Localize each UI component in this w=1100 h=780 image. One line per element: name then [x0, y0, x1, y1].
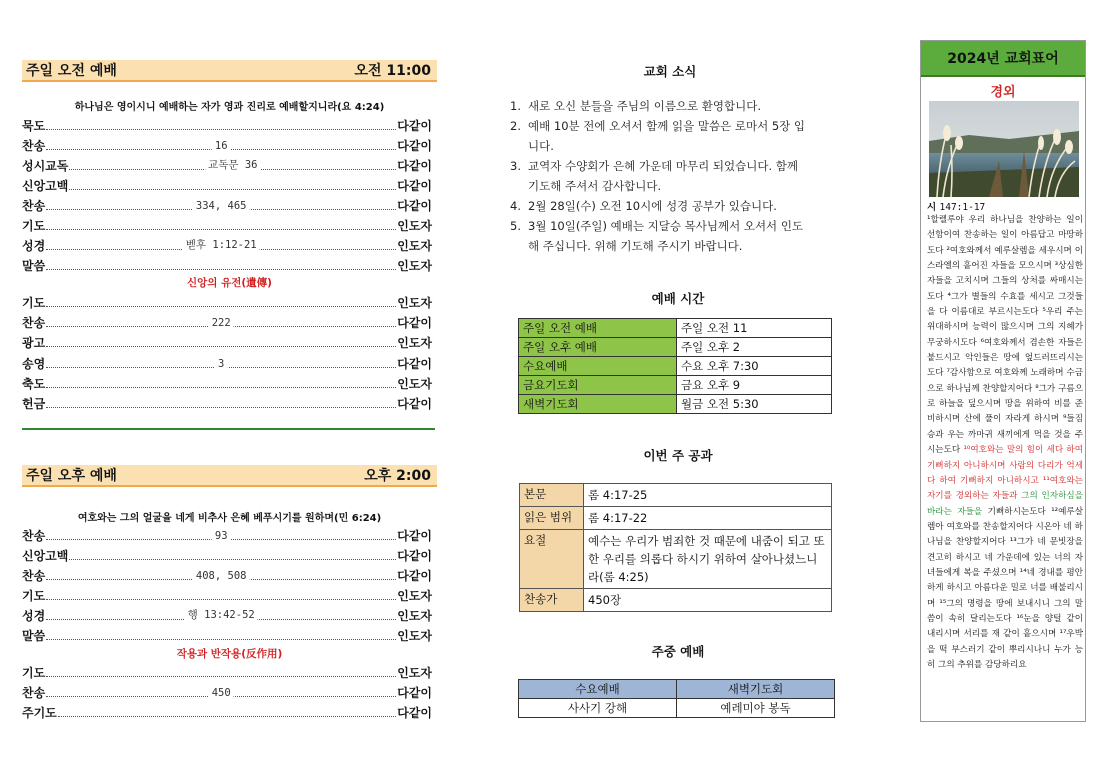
- order-item-label: 기도: [22, 666, 46, 680]
- lesson-title: 이번 주 공과: [643, 448, 713, 463]
- order-item-label: 신앙고백: [22, 179, 69, 193]
- schedule-row: [519, 338, 832, 357]
- schedule-table: [518, 318, 832, 414]
- order-item-label: 기도: [22, 296, 46, 310]
- order-item-label: 주기도: [22, 706, 57, 720]
- order-item-leader: 인도자: [397, 239, 432, 253]
- news-item-number: 5.: [510, 219, 521, 233]
- order-row: [22, 214, 432, 234]
- order-item-label: 찬송: [22, 686, 46, 700]
- order-item-leader: 다같이: [397, 179, 432, 193]
- order-item-detail: 222: [209, 317, 234, 329]
- dot-leader: [46, 216, 396, 230]
- midweek-value-wednesday: 사사기 강해: [519, 699, 677, 718]
- news-item-number: 2.: [510, 119, 521, 133]
- lesson-field-value: 예수는 우리가 범죄한 것 때문에 내줌이 되고 또한 우리를 의롭다 하시기 위하여 살아나셨느니라(롬 4:25): [584, 530, 832, 589]
- psalm-reference: [927, 199, 985, 213]
- order-row: [22, 114, 432, 134]
- order-row: [22, 331, 432, 351]
- order-row: [22, 584, 432, 604]
- order-row: [22, 564, 432, 584]
- order-item-leader: 인도자: [397, 296, 432, 310]
- order-item-leader: 다같이: [397, 529, 432, 543]
- midweek-table: [518, 679, 835, 718]
- order-item-label: 묵도: [22, 119, 46, 133]
- order-row: [22, 392, 432, 412]
- order-item-label: 신앙고백: [22, 549, 69, 563]
- order-item-detail: 93: [212, 530, 231, 542]
- order-item-leader: 다같이: [397, 356, 432, 371]
- dot-leader: [46, 663, 396, 677]
- order-row: [22, 311, 432, 331]
- order-row: [22, 291, 432, 311]
- order-item-label: 기도: [22, 589, 46, 603]
- order-item-leader: 인도자: [397, 336, 432, 351]
- midweek-value-dawn: 예레미야 봉독: [677, 699, 835, 718]
- dot-leader: [46, 354, 396, 368]
- afternoon-sermon-title: 작용과 반작용(反作用): [176, 648, 283, 660]
- order-item-label: 축도: [22, 376, 46, 391]
- midweek-title: 주중 예배: [651, 644, 705, 659]
- dot-leader: [46, 256, 396, 270]
- news-item: [510, 116, 810, 156]
- dot-leader: [46, 333, 396, 347]
- schedule-service-time: 수요 오후 7:30: [677, 357, 832, 376]
- news-item-number: 3.: [510, 159, 521, 173]
- order-item-leader: 다같이: [397, 549, 432, 563]
- dot-leader: [46, 626, 396, 640]
- dot-leader: [69, 156, 396, 170]
- dot-leader: [46, 683, 396, 697]
- psalm-segment: 그의 인자하심을 바라는 자들을: [927, 491, 1083, 517]
- order-item-label: 기도: [22, 219, 46, 233]
- schedule-service-time: 금요 오후 9: [677, 376, 832, 395]
- order-item-label: 찬송: [22, 529, 46, 543]
- schedule-row: [519, 319, 832, 338]
- order-item-leader: 인도자: [397, 219, 432, 233]
- order-item-leader: 인도자: [397, 376, 432, 391]
- order-item-label: 찬송: [22, 569, 46, 583]
- lesson-field-label: 읽은 범위: [520, 507, 584, 530]
- afternoon-service-header: [22, 465, 437, 487]
- news-item-text: 새로 오신 분들을 주님의 이름으로 환영합니다.: [528, 99, 762, 113]
- dot-leader: [46, 526, 396, 540]
- morning-service-time: 오전 11:00: [354, 63, 431, 79]
- lesson-table: [519, 483, 832, 612]
- dot-leader: [46, 236, 396, 250]
- dot-leader: [46, 586, 396, 600]
- order-item-label: 광고: [22, 336, 46, 351]
- schedule-service-name: 주일 오후 예배: [519, 338, 677, 357]
- order-item-leader: 다같이: [397, 397, 432, 411]
- order-item-label: 성시교독: [22, 159, 69, 173]
- morning-service-header: [22, 60, 437, 82]
- lesson-row: [520, 484, 832, 507]
- news-item-text: 예배 10분 전에 오셔서 함께 읽을 말씀은 로마서 5장 입니다.: [528, 119, 806, 153]
- order-row: [22, 134, 432, 154]
- dot-leader: [46, 606, 396, 620]
- schedule-row: [519, 357, 832, 376]
- order-row: [22, 661, 432, 681]
- dot-leader: [46, 374, 396, 388]
- news-title: 교회 소식: [643, 64, 697, 79]
- order-row: [22, 174, 432, 194]
- dot-leader: [46, 116, 396, 130]
- section-divider: [22, 428, 435, 430]
- order-item-label: 말씀: [22, 259, 46, 273]
- schedule-service-name: 주일 오전 예배: [519, 319, 677, 338]
- psalm-ref-range: 147:1-17: [939, 202, 986, 213]
- news-list: [510, 96, 810, 256]
- news-item-text: 3월 10일(주일) 예배는 지달승 목사님께서 오셔서 인도해 주십니다. 위해 기도해 주시기 바랍니다.: [528, 219, 804, 253]
- news-item: [510, 196, 810, 216]
- order-item-leader: 다같이: [397, 316, 432, 331]
- psalm-segment: ¹할렐루야 우리 하나님을 찬양하는 일이 선함이여 찬송하는 일이 아름답고 마땅하도다 ²여호와께서 예루살렘을 세우시며 이스라엘의 흩어진 자들을 모으시며 ³상심한 자들을 고치시며 그들의 상처를 싸매시는도다 ⁴그가 별들의 수효를 세시고 그것들을 다 이름대로 부르시는도다 ⁵우리 주는 위대하시며 능력이 많으시며 그의 지혜가 무궁하시도다 ⁶여호와께서 겸손한 자들은 붙드시고 악인들은 땅에 엎드러뜨리시는도다 ⁷감사함으로 여호와께 노래하며 수금으로 하나님께 찬양할지어다 ⁸그가 구름으로 하늘을 덮으시며 땅을 위하여 비를 준비하시며 산에 풀이 자라게 하시며 ⁹들짐승과 우는 까마귀 새끼에게 먹을 것을 주시는도다: [927, 215, 1083, 456]
- dot-leader: [46, 566, 396, 580]
- order-item-label: 헌금: [22, 397, 46, 411]
- dot-leader: [46, 394, 396, 408]
- psalm-ref-label: 시: [927, 202, 937, 213]
- order-row: [22, 681, 432, 701]
- motto-title: 2024년 교회표어: [921, 41, 1085, 77]
- lesson-row: [520, 589, 832, 612]
- midweek-header-dawn: 새벽기도회: [677, 680, 835, 699]
- order-item-leader: 다같이: [397, 706, 432, 720]
- schedule-row: [519, 395, 832, 414]
- schedule-title: 예배 시간: [651, 291, 705, 306]
- lesson-field-label: 본문: [520, 484, 584, 507]
- morning-service-title: 주일 오전 예배: [26, 63, 117, 79]
- lesson-field-label: 요절: [520, 530, 584, 589]
- order-item-leader: 인도자: [397, 629, 432, 643]
- schedule-service-name: 금요기도회: [519, 376, 677, 395]
- dot-leader: [46, 293, 396, 307]
- order-row: [22, 544, 432, 564]
- schedule-service-time: 주일 오전 11: [677, 319, 832, 338]
- morning-sermon-title: 신앙의 유전(遺傳): [187, 277, 272, 289]
- order-item-label: 말씀: [22, 629, 46, 643]
- psalm-segment: 기뻐하시는도다 ¹²예루살렘아 여호와를 찬송할지어다 시온아 네 하나님을 찬양할지어다 ¹³그가 네 문빗장을 견고히 하시고 네 가운데에 있는 너의 자녀들에게 복을 주셨으며 ¹⁴네 경내를 평안하게 하시고 아름다운 밀로 너를 배불리시며 ¹⁵그의 명령을 땅에 보내시니 그의 말씀이 속히 달리는도다 ¹⁶눈을 양털 같이 내리시며 서리를 재 같이 흩으시며 ¹⁷우박을 떡 부스러기 같이 뿌리시나니 누가 능히 그의 추위를 감당하리요: [927, 506, 1083, 670]
- dot-leader: [58, 703, 396, 717]
- order-row: [22, 701, 432, 721]
- order-item-detail: 3: [215, 358, 227, 370]
- dot-leader: [46, 313, 396, 330]
- morning-verse: 하나님은 영이시니 예배하는 자가 영과 진리로 예배할지니라(요 4:24): [74, 102, 385, 113]
- order-item-detail: 행 13:42-52: [185, 607, 258, 622]
- order-item-label: 성경: [22, 239, 46, 253]
- lesson-field-label: 찬송가: [520, 589, 584, 612]
- lesson-row: [520, 507, 832, 530]
- order-row: [22, 194, 432, 214]
- midweek-header-wednesday: 수요예배: [519, 680, 677, 699]
- dot-leader: [46, 196, 396, 210]
- afternoon-service-time: 오후 2:00: [364, 468, 431, 484]
- news-item: [510, 216, 810, 256]
- order-item-label: 찬송: [22, 199, 46, 213]
- order-item-leader: 다같이: [397, 159, 432, 173]
- order-row: [22, 624, 432, 644]
- psalm-segment: 자기를 경외하는 자들과: [927, 491, 1022, 502]
- dot-leader: [69, 546, 396, 560]
- order-item-label: 송영: [22, 356, 46, 371]
- dot-leader: [46, 136, 396, 150]
- order-item-leader: 다같이: [397, 139, 432, 153]
- order-item-detail: 450: [209, 687, 234, 699]
- lesson-field-value: 450장: [584, 589, 832, 612]
- order-item-detail: 벧후 1:12-21: [183, 237, 260, 252]
- lesson-field-value: 롬 4:17-22: [584, 507, 832, 530]
- news-item-number: 1.: [510, 99, 521, 113]
- order-row: [22, 524, 432, 544]
- schedule-service-name: 새벽기도회: [519, 395, 677, 414]
- order-item-detail: 16: [212, 140, 231, 152]
- order-item-leader: 다같이: [397, 569, 432, 583]
- schedule-service-name: 수요예배: [519, 357, 677, 376]
- news-item-text: 교역자 수양회가 은혜 가운데 마무리 되었습니다. 함께 기도해 주셔서 감사합니다.: [528, 159, 798, 193]
- order-row: [22, 234, 432, 254]
- landscape-photo: [929, 101, 1079, 215]
- order-item-label: 찬송: [22, 316, 46, 331]
- order-item-leader: 인도자: [397, 609, 432, 623]
- order-row: [22, 352, 432, 372]
- lesson-row: [520, 530, 832, 589]
- order-item-detail: 교독문 36: [205, 157, 260, 172]
- order-item-leader: 다같이: [397, 686, 432, 700]
- church-motto-panel: [920, 40, 1086, 722]
- order-item-leader: 다같이: [397, 199, 432, 213]
- order-item-leader: 인도자: [397, 589, 432, 603]
- news-item: [510, 96, 810, 116]
- afternoon-service-title: 주일 오후 예배: [26, 468, 117, 484]
- order-item-leader: 인도자: [397, 259, 432, 273]
- dot-leader: [69, 176, 396, 190]
- schedule-service-time: 주일 오후 2: [677, 338, 832, 357]
- motto-word: 경외: [990, 85, 1016, 100]
- news-item-text: 2월 28일(수) 오전 10시에 성경 공부가 있습니다.: [528, 199, 777, 213]
- order-item-detail: 334, 465: [193, 200, 250, 212]
- psalm-segment: ¹⁰여호와는 말의 힘이 세다 하여 기뻐하지 아니하시며 사람의 다리가 억세다 하여 기뻐하지 아니하시고 ¹¹여호와는: [927, 445, 1083, 486]
- order-row: [22, 604, 432, 624]
- order-item-label: 찬송: [22, 139, 46, 153]
- schedule-row: [519, 376, 832, 395]
- lesson-field-value: 롬 4:17-25: [584, 484, 832, 507]
- order-item-detail: 408, 508: [193, 570, 250, 582]
- psalm-text: [927, 213, 1083, 673]
- pampas-grass-image: [929, 101, 1079, 197]
- order-row: [22, 372, 432, 392]
- afternoon-verse: 여호와는 그의 얼굴을 네게 비추사 은혜 베푸시기를 원하며(민 6:24): [77, 513, 382, 524]
- order-item-leader: 인도자: [397, 666, 432, 680]
- schedule-service-time: 월금 오전 5:30: [677, 395, 832, 414]
- order-row: [22, 154, 432, 174]
- news-item: [510, 156, 810, 196]
- order-item-leader: 다같이: [397, 119, 432, 133]
- order-item-label: 성경: [22, 609, 46, 623]
- news-item-number: 4.: [510, 199, 521, 213]
- order-row: [22, 254, 432, 274]
